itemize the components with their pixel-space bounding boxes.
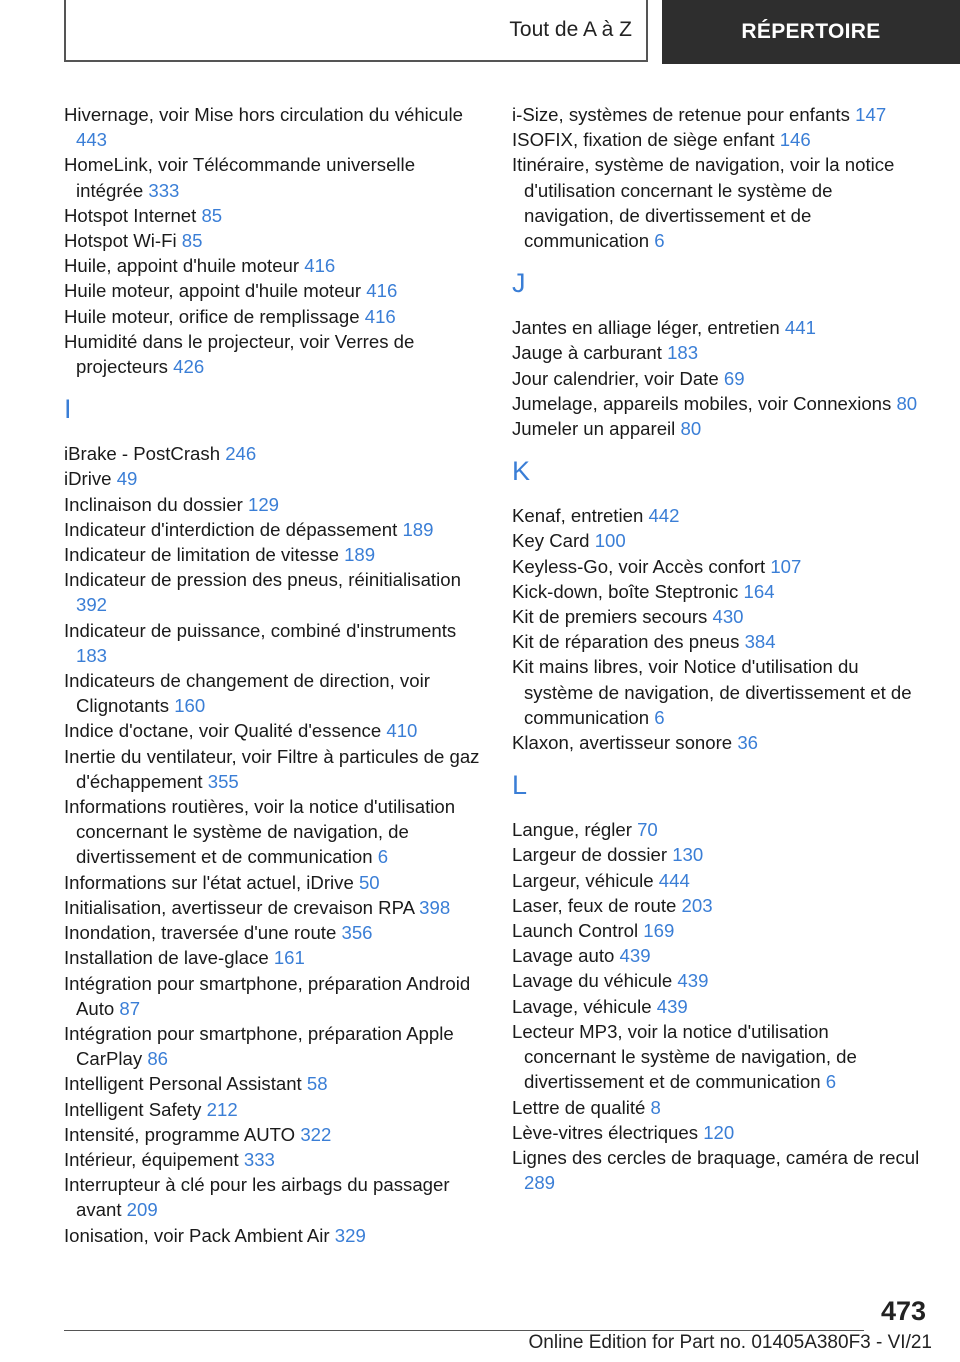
index-entry-text: Kick-down, boîte Steptronic [512,580,744,602]
index-entry [512,893,922,918]
index-entry-text: Lavage, véhicule [512,995,657,1017]
index-entry-text: Kenaf, entretien [512,505,649,527]
page-reference-link[interactable]: 189 [402,518,434,540]
index-entry [512,1019,922,1095]
index-entry [512,730,922,755]
index-entry-text: Hotspot Wi-Fi [64,230,182,252]
page-reference-link[interactable]: 426 [173,356,205,378]
page-reference-link[interactable]: 70 [637,819,658,841]
index-entry [512,554,922,579]
index-entry [64,971,484,1021]
page-reference-link[interactable]: 169 [643,920,675,942]
page-reference-link[interactable]: 246 [225,443,257,465]
index-entry-text: Indicateurs de changement de direction, voir Clignotants [64,670,430,717]
index-entry-text: Jantes en alliage léger, entretien [512,317,785,339]
letter-heading-j: J [512,268,526,299]
index-entry-text: i-Size, systèmes de retenue pour enfants [512,104,856,125]
index-entry-text: ISOFIX, fixation de siège enfant [512,129,780,151]
index-entry [64,278,484,303]
index-entry-text: Largeur de dossier [512,844,673,866]
index-entry [64,794,484,870]
page-reference-link[interactable]: 189 [344,544,376,566]
index-entry [512,654,922,730]
letter-heading-k: K [512,456,531,487]
index-entry-text: Informations sur l'état actuel, iDrive [64,871,359,893]
index-entry [512,391,922,416]
index-entry [512,152,922,253]
index-entry-text: Kit de premiers secours [512,606,713,628]
page-reference-link[interactable]: 209 [126,1199,158,1221]
page-reference-link[interactable]: 439 [619,945,651,967]
index-entry [512,503,922,528]
page-reference-link[interactable]: 147 [855,104,887,125]
index-entry-text: Huile moteur, orifice de remplissage [64,305,365,327]
index-entry-text: Jauge à carburant [512,342,668,364]
index-entry [64,466,484,491]
index-group-k [512,503,922,755]
page-reference-link[interactable]: 333 [243,1148,275,1170]
repertoire-tab[interactable] [662,0,960,64]
index-entry-text: Largeur, véhicule [512,869,659,891]
index-entry-text: Keyless-Go, voir Accès confort [512,555,771,577]
index-entry-text: Installation de lave-glace [64,947,274,969]
index-entry-text: Jour calendrier, voir Date [512,367,724,389]
index-entry [64,1071,484,1096]
index-group-j [512,315,922,441]
page-reference-link[interactable]: 85 [201,204,223,226]
index-entry [64,441,484,466]
index-entry-text: Inertie du ventilateur, voir Filtre à particules de gaz d'échappement [64,745,480,792]
page-reference-link[interactable]: 333 [148,179,180,201]
letter-heading-i: I [64,394,72,425]
index-entry-text: iBrake - PostCrash [64,443,226,465]
index-entry-text: Lignes des cercles de braquage, caméra de recul [512,1146,920,1168]
index-entry [64,1021,484,1071]
page-reference-link[interactable]: 439 [656,995,688,1017]
footer-edition: Online Edition for Part no. 01405A380F3 - VI/21 [528,1332,932,1353]
index-entry [512,868,922,893]
index-entry [64,542,484,567]
index-entry-text: Indice d'octane, voir Qualité d'essence [64,720,387,742]
index-entry-text: Indicateur de pression des pneus, réinitialisation [64,569,461,591]
index-entry [512,604,922,629]
index-entry-text: Laser, feux de route [512,894,682,916]
index-entry-text: Klaxon, avertisseur sonore [512,732,738,754]
page-reference-link[interactable]: 392 [76,594,108,616]
index-entry-text: iDrive [64,468,117,490]
index-entry-text: Hotspot Internet [64,204,202,226]
index-entry-text: Huile moteur, appoint d'huile moteur [64,280,367,302]
page-reference-link[interactable]: 410 [386,720,418,742]
index-entry-text: Ionisation, voir Pack Ambient Air [64,1224,335,1246]
index-entry [64,1122,484,1147]
letter-heading-l: L [512,770,528,801]
index-entry [64,203,484,228]
index-entry [64,253,484,278]
index-entry-text: Launch Control [512,920,644,942]
page-reference-link[interactable]: 322 [300,1123,332,1145]
page-reference-link[interactable]: 212 [206,1098,238,1120]
page-reference-link[interactable]: 146 [779,129,811,151]
index-entry-text: Itinéraire, système de navigation, voir la notice d'utilisation concernant le système de navigation, de divertissement et de communication [512,154,895,252]
index-entry-text: Langue, régler [512,819,638,841]
index-entry [512,1095,922,1120]
page-header [64,0,960,64]
index-entry-text: Jumeler un appareil [512,418,681,440]
index-entry-text: Inondation, traversée d'une route [64,922,342,944]
index-entry-text: Indicateur de limitation de vitesse [64,544,345,566]
index-group-h [64,102,484,379]
index-entry-text: Interrupteur à clé pour les airbags du passager avant [64,1174,450,1221]
page-reference-link[interactable]: 183 [667,342,699,364]
index-entry [64,870,484,895]
index-entry [64,304,484,329]
page-reference-link[interactable]: 430 [712,606,744,628]
index-entry-text: Lecteur MP3, voir la notice d'utilisation concernant le système de navigation, de divertissement et de communication [512,1020,857,1093]
page-reference-link[interactable]: 442 [648,505,680,527]
index-entry [512,528,922,553]
page-reference-link[interactable]: 6 [654,706,665,728]
page-reference-link[interactable]: 443 [76,129,108,151]
index-entry [64,517,484,542]
page-reference-link[interactable]: 441 [784,317,816,339]
index-entry-text: Hivernage, voir Mise hors circulation du véhicule [64,104,463,125]
index-entry [64,744,484,794]
index-group-i [64,441,484,1248]
page-reference-link[interactable]: 50 [358,871,380,893]
index-column-right [512,102,922,1195]
index-entry [64,945,484,970]
index-entry-text: Jumelage, appareils mobiles, voir Connexions [512,392,897,414]
page-reference-link[interactable]: 161 [273,947,305,969]
index-entry-text: HomeLink, voir Télécommande universelle intégrée [64,154,416,201]
index-entry-text: Key Card [512,530,595,552]
index-entry-text: Lavage du véhicule [512,970,678,992]
page-reference-link[interactable]: 87 [119,997,141,1019]
page-reference-link[interactable]: 80 [680,418,702,440]
index-entry [64,1147,484,1172]
page-reference-link[interactable]: 416 [304,255,336,277]
page-reference-link[interactable]: 58 [306,1073,328,1095]
index-entry [512,1145,922,1195]
page-reference-link[interactable]: 439 [677,970,709,992]
page-reference-link[interactable]: 6 [825,1071,837,1093]
index-entry-text: Intelligent Personal Assistant [64,1073,307,1095]
page-reference-link[interactable]: 355 [207,770,239,792]
index-entry [64,668,484,718]
page-reference-link[interactable]: 6 [377,846,389,868]
index-entry [512,366,922,391]
page-reference-link[interactable]: 100 [594,530,626,552]
repertoire-tab-label: RÉPERTOIRE [741,20,881,43]
page-reference-link[interactable]: 416 [366,280,398,302]
index-entry [64,618,484,668]
page-reference-link[interactable]: 80 [896,392,918,414]
page-reference-link[interactable]: 129 [247,493,280,515]
footer-divider [64,1330,864,1331]
page-number: 473 [880,1296,926,1326]
index-entry [64,152,484,202]
index-entry [512,629,922,654]
page-reference-link[interactable]: 203 [681,894,713,916]
index-entry-text: Intérieur, équipement [64,1148,244,1170]
page-reference-link[interactable]: 183 [76,644,108,666]
index-entry [512,968,922,993]
page-reference-link[interactable]: 164 [743,580,775,602]
index-entry-text: Inclinaison du dossier [64,493,248,515]
index-entry [512,579,922,604]
page-reference-link[interactable]: 384 [744,631,776,653]
page-reference-link[interactable]: 85 [181,230,203,252]
index-column-left [64,102,484,1248]
index-entry-text: Lève-vitres électriques [512,1121,704,1143]
page-reference-link[interactable]: 120 [703,1121,735,1143]
index-entry-text: Indicateur d'interdiction de dépassement [64,518,403,540]
index-entry-text: Intelligent Safety [64,1098,207,1120]
section-title-text: Tout de A à Z [509,18,632,41]
index-group-l [512,817,922,1195]
index-entry [64,329,484,379]
page-reference-link[interactable]: 69 [723,367,745,389]
page-reference-link[interactable]: 329 [334,1224,366,1246]
index-entry [64,1097,484,1122]
index-entry-text: Kit de réparation des pneus [512,631,745,653]
index-entry [512,102,922,127]
index-entry-text: Indicateur de puissance, combiné d'instruments [64,619,457,641]
index-entry [64,1223,484,1248]
page-reference-link[interactable]: 6 [654,230,665,252]
index-entry [512,315,922,340]
index-entry [512,127,922,152]
index-entry [64,492,484,517]
index-entry [64,1172,484,1222]
section-title [64,0,648,62]
page-reference-link[interactable]: 8 [650,1096,661,1118]
index-entry [512,1120,922,1145]
index-entry [512,416,922,441]
index-entry-text: Intégration pour smartphone, préparation Apple CarPlay [64,1022,454,1070]
index-entry-text: Intensité, programme AUTO [64,1123,301,1145]
index-entry-text: Lettre de qualité [512,1096,651,1118]
index-entry [64,718,484,743]
index-entry [512,817,922,842]
page-reference-link[interactable]: 107 [770,555,802,577]
index-entry-text: Kit mains libres, voir Notice d'utilisation du système de navigation, de divertissement et de communication [512,656,912,728]
page-reference-link[interactable]: 289 [524,1172,556,1194]
page-reference-link[interactable]: 130 [672,844,704,866]
index-entry-text: Informations routières, voir la notice d'utilisation concernant le système de navigation, de divertissement et de communication [64,796,456,868]
page-reference-link[interactable]: 444 [658,869,690,891]
index-group-i-continued [512,102,922,253]
page-reference-link[interactable]: 416 [364,305,396,327]
index-entry [512,943,922,968]
index-entry [64,102,484,152]
index-entry [64,228,484,253]
index-entry-text: Intégration pour smartphone, préparation Android Auto [64,972,471,1019]
page-reference-link[interactable]: 398 [419,896,451,918]
index-entry [64,895,484,920]
index-entry [512,842,922,867]
page-reference-link[interactable]: 86 [147,1048,168,1070]
index-entry [64,920,484,945]
index-entry-text: Initialisation, avertisseur de crevaison RPA [64,896,420,918]
page-reference-link[interactable]: 36 [737,732,758,754]
page-reference-link[interactable]: 49 [116,468,138,490]
index-entry [512,918,922,943]
page-reference-link[interactable]: 356 [341,922,373,944]
index-entry [512,340,922,365]
index-entry-text: Humidité dans le projecteur, voir Verres de projecteurs [64,330,415,378]
index-entry-text: Huile, appoint d'huile moteur [64,255,305,277]
index-entry [64,567,484,617]
index-entry [512,994,922,1019]
index-entry-text: Lavage auto [512,945,620,967]
page-reference-link[interactable]: 160 [174,695,206,717]
